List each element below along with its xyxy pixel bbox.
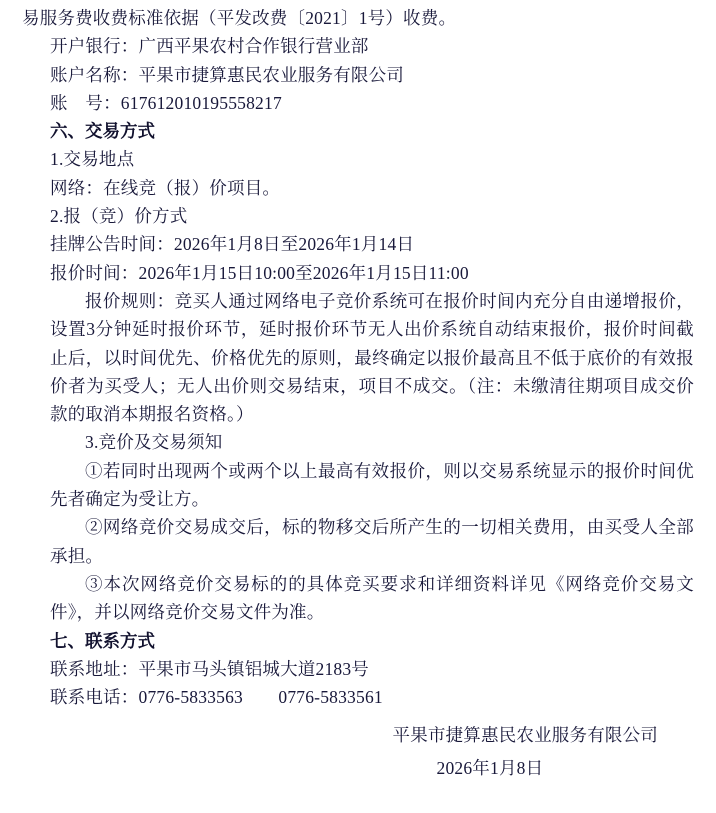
opening-line: 易服务费收费标准依据（平发改费〔2021〕1号）收费。 <box>22 8 457 28</box>
section-six-heading: 六、交易方式 <box>50 121 155 142</box>
section-seven-heading: 七、联系方式 <box>50 630 155 651</box>
bidding-notice-item-2: ②网络竞价交易成交后，标的物移交后所产生的一切相关费用，由买受人全部承担。 <box>50 517 694 566</box>
signature-block <box>393 719 659 785</box>
signature-company: 平果市捷算惠民农业服务有限公司 <box>392 725 658 745</box>
bank-name-line: 开户银行：广西平果农村合作银行营业部 <box>50 36 369 57</box>
bid-method-label: 2.报（竞）价方式 <box>50 206 188 227</box>
trade-location-label: 1.交易地点 <box>50 149 135 170</box>
bidding-notice-item-3: ③本次网络竞价交易标的的具体竞买要求和详细资料详见《网络竞价交易文件》，并以网络竞价交易文件为准。 <box>50 573 694 623</box>
listing-announcement-period: 挂牌公告时间：2026年1月8日至2026年1月14日 <box>50 234 415 255</box>
bidding-time-period: 报价时间：2026年1月15日10:00至2026年1月15日11:00 <box>50 262 469 283</box>
contact-phone-line: 联系电话：0776-5833563 0776-5833561 <box>50 687 383 708</box>
bidding-rules-paragraph: 报价规则：竞买人通过网络电子竞价系统可在报价时间内充分自由递增报价，设置3分钟延时报价环节，延时报价环节无人出价系统自动结束报价，报价时间截止后，以时间优先、价格优先的原则，最终确定以报价最高且不低于底价的有效报价者为买受人；无人出价则交易结束，项目不成交。（注：未缴清往期项目成交价款的取消本期报名资格。） <box>50 290 694 425</box>
signature-date: 2026年1月8日 <box>436 758 544 778</box>
bidding-notice-item-1: ①若同时出现两个或两个以上最高有效报价，则以交易系统显示的报价时间优先者确定为受让方。 <box>50 460 694 510</box>
trade-location-value: 网络：在线竞（报）价项目。 <box>50 177 281 198</box>
contact-address-line: 联系地址：平果市马头镇铝城大道2183号 <box>50 658 369 679</box>
bidding-notice-title: 3.竞价及交易须知 <box>85 432 223 453</box>
account-number-line: 账 号：617612010195558217 <box>50 92 282 113</box>
account-name-line: 账户名称：平果市捷算惠民农业服务有限公司 <box>50 64 404 85</box>
